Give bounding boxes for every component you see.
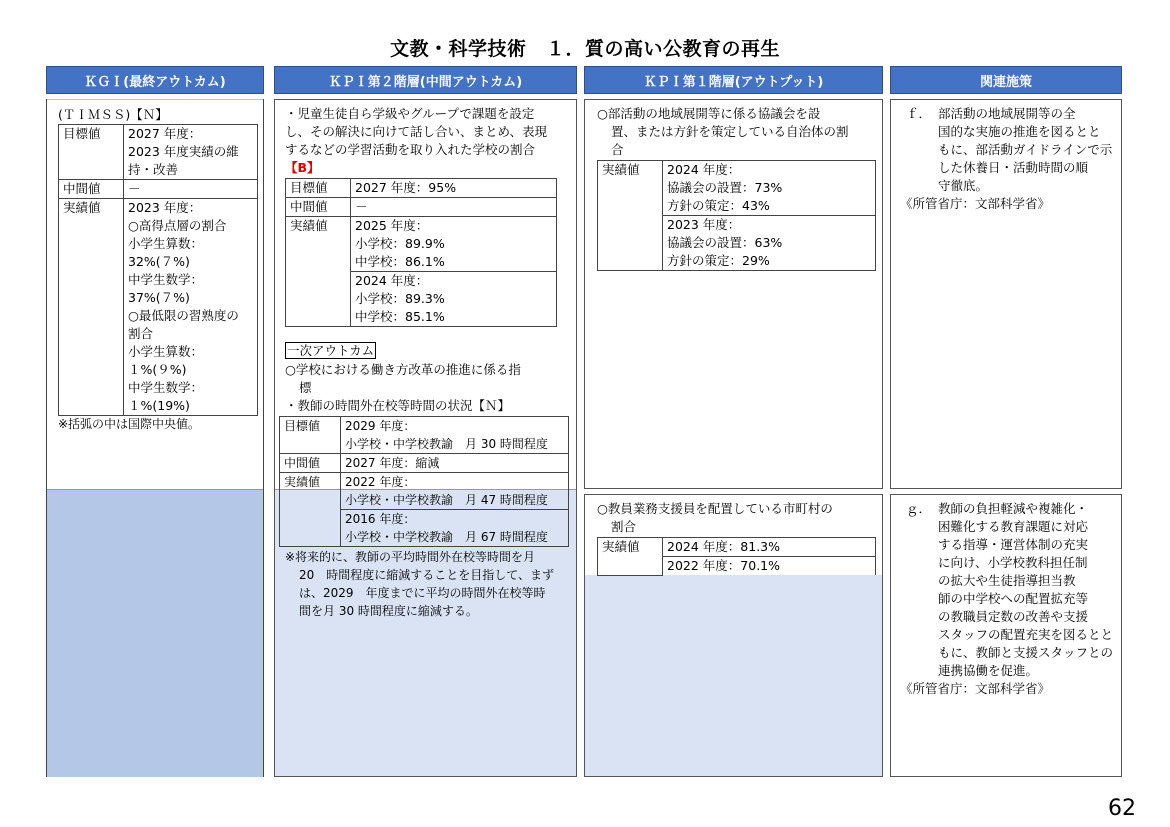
- kpi2-t1-mid-value: －: [351, 198, 557, 217]
- cell-line: 2023 年度実績の維: [128, 144, 239, 159]
- text-line: 教師の負担軽減や複雑化・: [938, 501, 1089, 516]
- kpi2-table-1: [285, 178, 557, 327]
- text-line: スタッフの配置充実を図るとと: [938, 627, 1114, 642]
- badge-bracket: 】: [307, 160, 320, 175]
- related-g: [900, 500, 1118, 698]
- related-g-marker: ｇ．: [906, 501, 932, 516]
- cell-line: １%(19%): [128, 398, 190, 413]
- kgi-mid-value: －: [124, 180, 258, 199]
- kpi1-t1-actual-a: [663, 161, 876, 216]
- header-kpi2: ＫＰＩ第２階層(中間アウトカム): [274, 66, 577, 94]
- kpi1-item2: [597, 500, 879, 536]
- cell-line: 2025 年度：: [355, 218, 429, 233]
- kpi2-table-2: [279, 416, 569, 547]
- text-line: 割合: [611, 519, 637, 534]
- text-line: 間を月 30 時間程度に縮減する。: [299, 604, 478, 618]
- cell-line: 2024 年度：: [667, 162, 741, 177]
- text-line: に向け、小学校教科担任制: [938, 555, 1088, 570]
- cell-line: 32%(７%): [128, 254, 190, 269]
- related-g-text: [938, 500, 1113, 680]
- kgi-actual-label: 実績値: [59, 199, 124, 416]
- table-row: [286, 198, 557, 217]
- header-kgi: ＫＧＩ(最終アウトカム): [46, 66, 264, 94]
- cell-line: 協議会の設置：73%: [667, 180, 783, 195]
- table-row: [59, 180, 258, 199]
- text-line: ※将来的に、教師の平均時間外在校等時間を月: [285, 550, 536, 564]
- cell-line: 2024 年度：: [355, 273, 429, 288]
- cell-line: 小学校・中学校教諭 月 67 時間程度: [345, 530, 548, 544]
- text-line: 置、または方針を策定している自治体の割: [611, 124, 849, 139]
- kpi2-item3: ・教師の時間外在校等時間の状況【Ｎ】: [285, 398, 511, 413]
- kpi1-t2-actual-b: 2022 年度：70.1%: [663, 557, 876, 576]
- kpi2-t2-target-value: [341, 417, 569, 454]
- cell-line: 小学校：89.9%: [355, 236, 445, 251]
- kpi1-t1-actual-label: 実績値: [598, 161, 663, 271]
- kpi2-t2-target-label: 目標値: [280, 417, 341, 454]
- kpi2-note: [285, 548, 573, 620]
- cell-line: 2016 年度：: [345, 512, 416, 526]
- kpi2-t1-target-label: 目標値: [286, 179, 351, 198]
- text-line: 合: [611, 142, 624, 157]
- related-f-marker: ｆ．: [906, 106, 932, 121]
- cell-line: 中学校：86.1%: [355, 254, 445, 269]
- table-row: [59, 199, 258, 416]
- kpi1-t2-actual-label: 実績値: [598, 538, 663, 576]
- cell-line: 2029 年度：: [345, 419, 416, 433]
- table-row: [280, 417, 569, 454]
- cell-line: 小学校・中学校教諭 月 47 時間程度: [345, 493, 548, 507]
- text-line: もに、教師と支援スタッフとの: [938, 645, 1114, 660]
- kpi2-t2-actual-label: 実績値: [280, 473, 341, 547]
- kpi1-table-2: [597, 537, 876, 576]
- cell-line: 2023 年度：: [667, 217, 741, 232]
- text-line: 守徹底。: [938, 178, 989, 193]
- cell-line: １%(９%): [128, 362, 187, 377]
- kpi2-t1-target-value: 2027 年度：95%: [351, 179, 557, 198]
- kpi1-item1: [597, 105, 879, 159]
- badge-letter: B: [297, 160, 308, 175]
- kgi-divider: [47, 489, 263, 490]
- text-line: 部活動の地域展開等の全: [938, 106, 1076, 121]
- text-line: し、その解決に向けて話し合い、まとめ、表現: [285, 124, 548, 139]
- text-line: する指導・運営体制の充実: [938, 537, 1089, 552]
- cell-line: 2023 年度：: [128, 200, 202, 215]
- kpi2-primary-outcome-label: [285, 342, 376, 360]
- related-g-row: [900, 500, 1118, 680]
- table-row: [280, 473, 569, 510]
- cell-line: 割合: [128, 326, 154, 341]
- kpi2-t1-actual-label: 実績値: [286, 217, 351, 327]
- table-row: [598, 161, 876, 216]
- text-line: ○部活動の地域展開等に係る協議会を設: [597, 106, 821, 121]
- cell-line: 中学生数学：: [128, 380, 204, 395]
- badge-bracket: 【: [285, 160, 298, 175]
- text-line: の拡大や生徒指導担当教: [938, 573, 1076, 588]
- related-f-ministry: 《所管省庁：文部科学省》: [900, 196, 1051, 211]
- cell-line: ○高得点層の割合: [128, 218, 227, 233]
- kgi-note: ※括弧の中は国際中央値。: [58, 417, 201, 431]
- related-f-text: [938, 105, 1112, 195]
- cell-line: 方針の策定：29%: [667, 253, 770, 268]
- cell-line: 協議会の設置：63%: [667, 235, 783, 250]
- table-row: [59, 125, 258, 180]
- kpi2-t1-actual-b: [351, 272, 557, 327]
- cell-line: 中学校：85.1%: [355, 309, 445, 324]
- kpi2-t2-mid-label: 中間値: [280, 454, 341, 473]
- cell-line: 方針の策定：43%: [667, 198, 770, 213]
- cell-line: 2022 年度：: [345, 475, 416, 489]
- kpi2-t2-mid-value: 2027 年度：縮減: [341, 454, 569, 473]
- kpi2-t1-actual-a: [351, 217, 557, 272]
- text-line: 20 時間程度に縮減することを目指して、まず: [299, 568, 555, 582]
- related-g-ministry: 《所管省庁：文部科学省》: [900, 681, 1051, 696]
- text-line: 連携協働を促進。: [938, 663, 1039, 678]
- text-line: は、2029 年度までに平均の時間外在校等時: [299, 586, 546, 600]
- kpi2-item1-badge: [285, 159, 573, 177]
- related-f-row: [900, 105, 1118, 195]
- cell-line: 中学生数学：: [128, 272, 204, 287]
- header-related: 関連施策: [890, 66, 1122, 94]
- kgi-mid-label: 中間値: [59, 180, 124, 199]
- page-number: 62: [1108, 796, 1136, 821]
- cell-line: ○最低限の習熟度の: [128, 308, 239, 323]
- kpi1-table-1: [597, 160, 876, 271]
- text-line: もに、部活動ガイドラインで示: [938, 142, 1113, 157]
- cell-line: 小学校：89.3%: [355, 291, 445, 306]
- cell-line: 2027 年度：: [128, 126, 202, 141]
- cell-line: 持・改善: [128, 162, 179, 177]
- text-line: の教職員定数の改善や支援: [938, 609, 1089, 624]
- text-line: するなどの学習活動を取り入れた学校の割合: [285, 142, 536, 157]
- text-line: ○学校における働き方改革の推進に係る指: [285, 362, 521, 377]
- page-title: 文教・科学技術 １．質の高い公教育の再生: [389, 38, 780, 60]
- kgi-heading: (ＴＩＭＳＳ)【Ｎ】: [58, 107, 168, 122]
- kpi1-t1-actual-b: [663, 216, 876, 271]
- text-line: 師の中学校への配置拡充等: [938, 591, 1089, 606]
- kpi2-t2-actual-b: [341, 510, 569, 547]
- boxed-label: 一次アウトカム: [287, 343, 375, 358]
- table-row: [598, 538, 876, 557]
- header-kpi1: ＫＰＩ第１階層(アウトプット): [584, 66, 883, 94]
- cell-line: 小学生算数：: [128, 236, 204, 251]
- cell-line: 小学生算数：: [128, 344, 204, 359]
- table-row: [286, 179, 557, 198]
- kgi-actual-value: [124, 199, 258, 416]
- kgi-target-value: [124, 125, 258, 180]
- text-line: ○教員業務支援員を配置している市町村の: [597, 501, 833, 516]
- cell-line: 37%(７%): [128, 290, 190, 305]
- kpi1-t2-actual-a: 2024 年度：81.3%: [663, 538, 876, 557]
- kpi2-t2-actual-a: [341, 473, 569, 510]
- text-line: した休養日・活動時間の順: [938, 160, 1089, 175]
- text-line: 国的な実施の推進を図るとと: [938, 124, 1101, 139]
- kgi-table: [58, 124, 258, 416]
- cell-line: 小学校・中学校教諭 月 30 時間程度: [345, 437, 548, 451]
- kpi2-item2: [285, 361, 573, 397]
- related-f: [900, 105, 1118, 213]
- kpi2-item1: [285, 105, 573, 177]
- table-row: [286, 217, 557, 272]
- kpi2-t1-mid-label: 中間値: [286, 198, 351, 217]
- table-row: [280, 454, 569, 473]
- text-line: 標: [299, 380, 312, 395]
- kgi-target-label: 目標値: [59, 125, 124, 180]
- text-line: ・児童生徒自ら学級やグループで課題を設定: [285, 106, 535, 121]
- text-line: 困難化する教育課題に対応: [938, 519, 1089, 534]
